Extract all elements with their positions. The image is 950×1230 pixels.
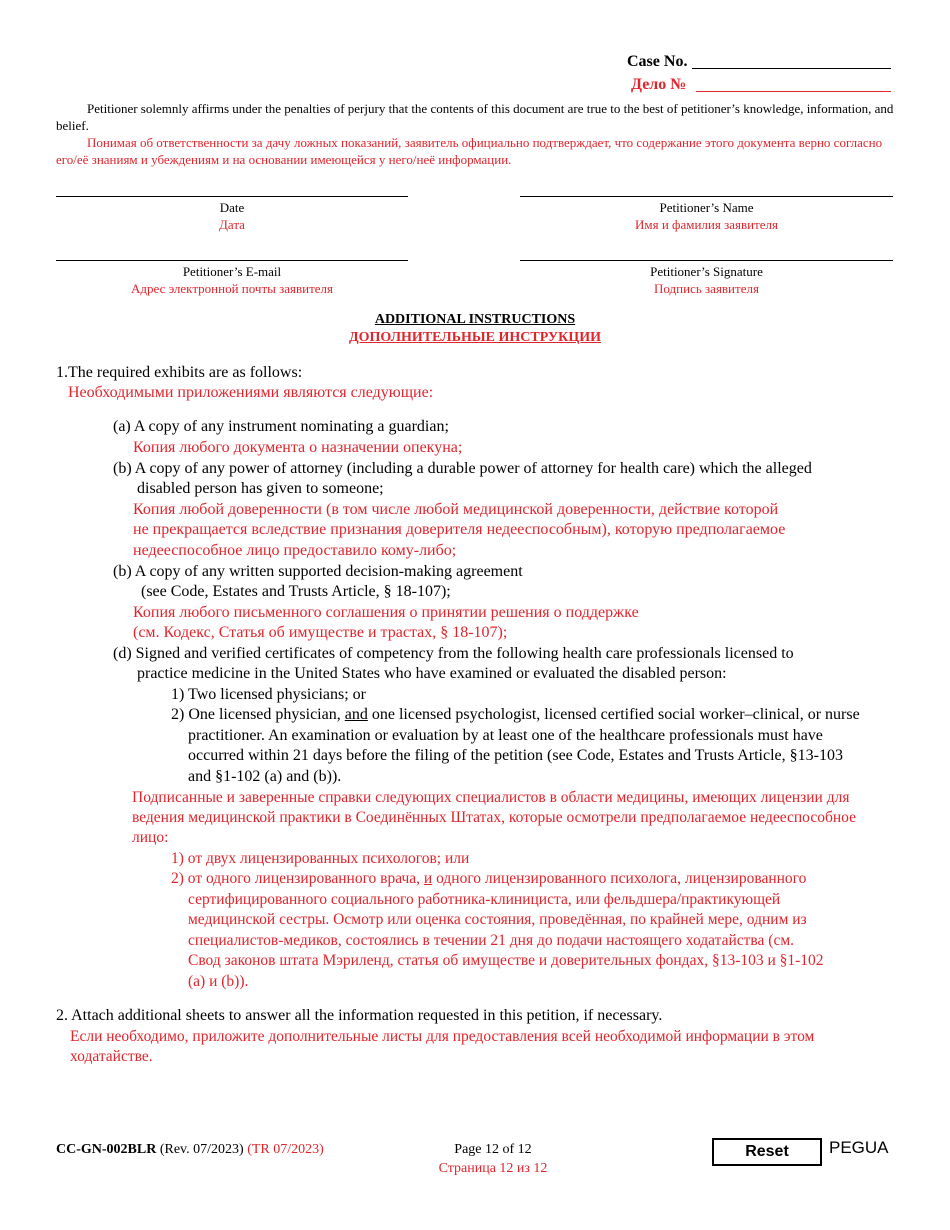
case-number-field[interactable] xyxy=(692,68,891,69)
item1d-sub2-ru-line6: (a) и (b)). xyxy=(188,973,249,990)
case-number-label-ru: Дело № xyxy=(631,76,687,93)
item2-text: 2. Attach additional sheets to answer all the information requested in this petition, if necessary. xyxy=(56,1007,663,1024)
item1d-sub2-ru-line2: сертифицированного социального работника-клинициста, или фельдшера/практикующей xyxy=(188,891,781,908)
petitioner-email-label-ru: Адрес электронной почты заявителя xyxy=(130,281,334,296)
item1b-text-ru-line3: недееспособное лицо предоставило кому-либо; xyxy=(133,542,457,559)
item1d-sub2-line4: and §1-102 (a) and (b)). xyxy=(188,768,342,785)
form-translation-revision: (TR 07/2023) xyxy=(243,1142,324,1157)
item1d-sub2-ru-part-a: 2) от одного лицензированного врача, xyxy=(171,870,424,887)
petitioner-name-label: Petitioner’s Name xyxy=(659,200,754,215)
date-label: Date xyxy=(219,200,245,215)
item1d-sub2-ru-line1 xyxy=(171,869,806,889)
item1d-sub2-line1 xyxy=(171,705,860,726)
item2-text-ru-line2: ходатайстве. xyxy=(70,1048,153,1065)
item1d-text-ru-line2: ведения медицинской практики в Соединённых Штатах, которые осмотрели предполагаемое недееспособное xyxy=(132,809,856,826)
item1a-text: (a) A copy of any instrument nominating a guardian; xyxy=(113,418,449,435)
item1d-text-line1: (d) Signed and verified certificates of competency from the following health care professionals licensed to xyxy=(113,645,794,662)
item1d-sub2-ru-line4: специалистов-медиков, состоялись в течении 21 дня до подачи настоящего ходатайства (см. xyxy=(188,932,795,949)
item1d-sub2-line2: practitioner. An examination or evaluation by at least one of the healthcare professionals must have xyxy=(188,727,823,744)
reset-button[interactable]: Reset xyxy=(712,1138,822,1166)
petitioner-email-field[interactable] xyxy=(56,260,408,261)
petitioner-email-label: Petitioner’s E-mail xyxy=(182,264,282,279)
petitioner-name-field[interactable] xyxy=(520,196,893,197)
affirmation-text-ru: Понимая об ответственности за дачу ложных показаний, заявитель официально подтверждает, что содержание этого документа верно согласно его/её знаниям и убеждениям и на основании имеющейся у него/неё информации. xyxy=(56,135,883,167)
item1-heading: 1.The required exhibits are as follows: xyxy=(56,364,303,381)
item1a-text-ru: Копия любого документа о назначении опекуна; xyxy=(133,439,463,456)
form-number: CC-GN-002BLR xyxy=(56,1142,157,1157)
case-number-label: Case No. xyxy=(627,53,688,70)
item1d-sub2-part-a: 2) One licensed physician, xyxy=(171,706,345,723)
item1c-text-ru-line1: Копия любого письменного соглашения о принятии решения о поддержке xyxy=(133,604,639,621)
item1d-sub1-ru: 1) от двух лицензированных психологов; или xyxy=(171,850,470,867)
item2-text-ru-line1: Если необходимо, приложите дополнительные листы для предоставления всей необходимой информации в этом xyxy=(70,1028,815,1045)
instructions-title: ADDITIONAL INSTRUCTIONS xyxy=(374,312,576,327)
item1d-sub2-ru-and: и xyxy=(423,870,433,887)
item1d-text-ru-line3: лицо: xyxy=(132,829,169,846)
petitioner-signature-field[interactable] xyxy=(520,260,893,261)
petitioner-signature-label-ru: Подпись заявителя xyxy=(654,281,759,296)
date-label-ru: Дата xyxy=(219,217,245,232)
page-number-ru: Страница 12 из 12 xyxy=(438,1161,548,1176)
form-id xyxy=(56,1141,324,1158)
instructions-title-ru: ДОПОЛНИТЕЛЬНЫЕ ИНСТРУКЦИИ xyxy=(349,330,601,345)
item1b-text-line2: disabled person has given to someone; xyxy=(137,480,384,497)
date-field[interactable] xyxy=(56,196,408,197)
page-number: Page 12 of 12 xyxy=(454,1142,532,1157)
petitioner-name-label-ru: Имя и фамилия заявителя xyxy=(635,217,778,232)
petitioner-signature-label: Petitioner’s Signature xyxy=(650,264,763,279)
item1d-sub1: 1) Two licensed physicians; or xyxy=(171,686,366,703)
item1d-sub2-ru-line3: медицинской сестры. Осмотр или оценка состояния, проведённая, по крайней мере, одним из xyxy=(188,911,807,928)
language-code: PEGUA xyxy=(829,1138,889,1157)
item1d-sub2-ru-part-b: одного лицензированного психолога, лицензированного xyxy=(432,870,807,887)
item1b-text-ru-line2: не прекращается вследствие признания доверителя недееспособным), которую предполагаемое xyxy=(133,521,786,538)
item1b-text-line1: (b) A copy of any power of attorney (including a durable power of attorney for health care) which the alleged xyxy=(113,460,812,477)
item1c-text-line2: (see Code, Estates and Trusts Article, § 18-107); xyxy=(141,583,451,600)
item1d-sub2-part-b: one licensed psychologist, licensed certified social worker–clinical, or nurse xyxy=(367,706,860,723)
affirmation-text: Petitioner solemnly affirms under the penalties of perjury that the contents of this document are true to the best of petitioner’s knowledge, information, and belief. xyxy=(56,101,894,133)
case-number-field-ru xyxy=(696,91,891,92)
item1d-sub2-and: and xyxy=(344,706,368,723)
item1c-text-ru-line2: (см. Кодекс, Статья об имуществе и трастах, § 18-107); xyxy=(133,624,508,641)
item1d-sub2-ru-line5: Свод законов штата Мэриленд, статья об имуществе и доверительных фондах, §13-103 и §1-102 xyxy=(188,952,824,969)
item1d-text-ru-line1: Подписанные и заверенные справки следующих специалистов в области медицины, имеющих лицензии для xyxy=(132,789,850,806)
form-revision: (Rev. 07/2023) xyxy=(156,1142,244,1157)
item1c-text-line1: (b) A copy of any written supported decision-making agreement xyxy=(113,563,523,580)
item1-heading-ru: Необходимыми приложениями являются следующие: xyxy=(68,384,434,401)
item1d-sub2-line3: occurred within 21 days before the filing of the petition (see Code, Estates and Trusts Article, §13-103 xyxy=(188,747,843,764)
item1d-text-line2: practice medicine in the United States who have examined or evaluated the disabled person: xyxy=(137,665,727,682)
item1b-text-ru-line1: Копия любой доверенности (в том числе любой медицинской доверенности, действие которой xyxy=(133,501,779,518)
